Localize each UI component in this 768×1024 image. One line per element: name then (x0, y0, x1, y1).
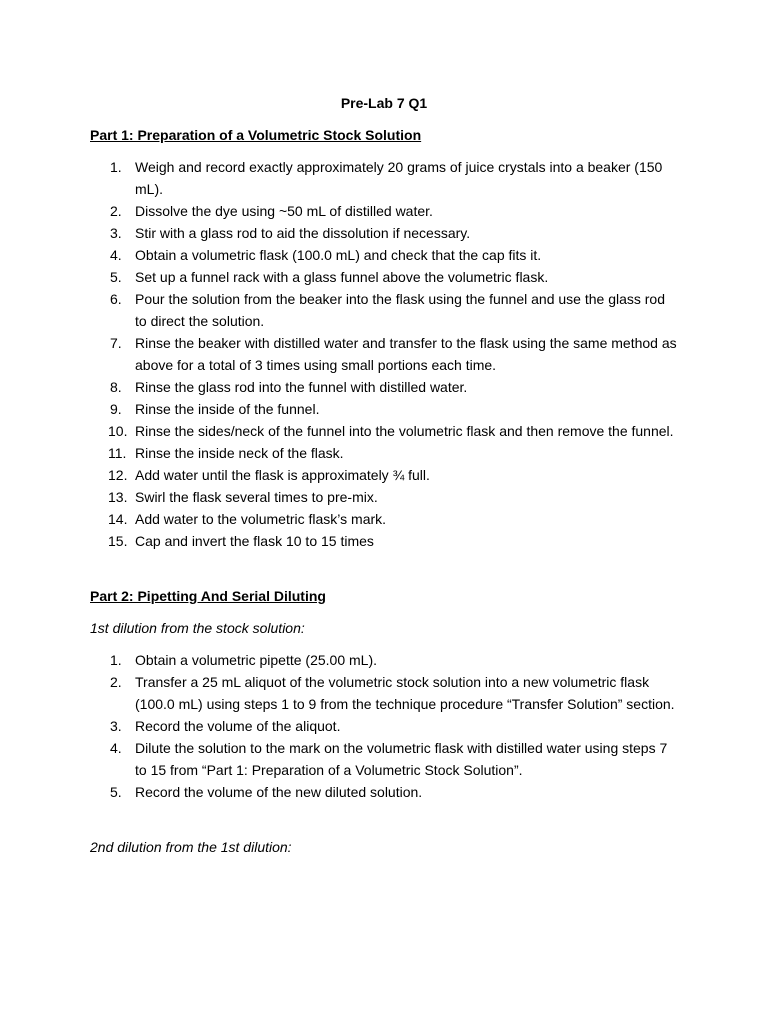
part1-heading: Part 1: Preparation of a Volumetric Stock Solution (90, 127, 422, 143)
list-item (0, 288, 680, 332)
list-item (0, 508, 680, 530)
step-text: Rinse the inside neck of the flask. (135, 445, 344, 461)
list-item (0, 442, 680, 464)
list-item (0, 671, 680, 715)
list-item (0, 376, 680, 398)
step-text: Add water to the volumetric flask’s mark. (135, 511, 387, 527)
step-number: 11. (108, 445, 127, 461)
step-text: Rinse the inside of the funnel. (135, 401, 320, 417)
step-number: 1. (110, 652, 122, 668)
step-number: 15. (108, 533, 128, 549)
list-item (0, 420, 680, 442)
list-item (0, 486, 680, 508)
step-number: 6. (110, 291, 122, 307)
part2-heading: Part 2: Pipetting And Serial Diluting (90, 588, 326, 604)
step-text: Weigh and record exactly approximately 20 grams of juice crystals into a beaker (150 mL). (135, 159, 663, 197)
list-item (0, 464, 680, 486)
list-item (0, 530, 680, 552)
step-text: Swirl the flask several times to pre-mix. (135, 489, 378, 505)
step-number: 4. (110, 740, 122, 756)
step-text: Pour the solution from the beaker into the flask using the funnel and use the glass rod to direct the solution. (135, 291, 665, 329)
step-number: 2. (110, 674, 122, 690)
part1-step-list (0, 156, 768, 552)
part2-step-list (0, 649, 768, 803)
step-number: 1. (110, 159, 122, 175)
list-item (0, 715, 680, 737)
list-item (0, 332, 680, 376)
step-number: 14. (108, 511, 128, 527)
list-item (0, 398, 680, 420)
step-number: 3. (110, 718, 122, 734)
step-text: Obtain a volumetric flask (100.0 mL) and check that the cap fits it. (135, 247, 542, 263)
list-item (0, 222, 680, 244)
step-number: 4. (110, 247, 122, 263)
list-item (0, 649, 680, 671)
step-text: Set up a funnel rack with a glass funnel above the volumetric flask. (135, 269, 549, 285)
step-text: Record the volume of the aliquot. (135, 718, 341, 734)
step-number: 10. (108, 423, 128, 439)
step-text: Record the volume of the new diluted solution. (135, 784, 423, 800)
step-number: 9. (110, 401, 122, 417)
step-text: Add water until the flask is approximately ¾ full. (135, 467, 430, 483)
step-number: 3. (110, 225, 122, 241)
step-number: 2. (110, 203, 122, 219)
step-number: 5. (110, 784, 122, 800)
list-item (0, 781, 680, 803)
step-text: Stir with a glass rod to aid the dissolution if necessary. (135, 225, 471, 241)
list-item (0, 156, 680, 200)
step-text: Rinse the sides/neck of the funnel into the volumetric flask and then remove the funnel. (135, 423, 674, 439)
step-number: 8. (110, 379, 122, 395)
list-item (0, 244, 680, 266)
step-number: 5. (110, 269, 122, 285)
step-text: Dissolve the dye using ~50 mL of distilled water. (135, 203, 433, 219)
step-text: Rinse the beaker with distilled water and transfer to the flask using the same method as above for a total of 3 times using small portions each time. (135, 335, 677, 373)
step-number: 7. (110, 335, 122, 351)
dilution2-subheading: 2nd dilution from the 1st dilution: (90, 839, 292, 855)
list-item (0, 737, 680, 781)
step-number: 13. (108, 489, 128, 505)
step-text: Dilute the solution to the mark on the volumetric flask with distilled water using steps 7 to 15 from “Part 1: Preparation of a Volumetric Stock Solution”. (135, 740, 668, 778)
list-item (0, 200, 680, 222)
dilution1-subheading: 1st dilution from the stock solution: (90, 620, 305, 636)
step-text: Cap and invert the flask 10 to 15 times (135, 533, 374, 549)
step-text: Obtain a volumetric pipette (25.00 mL). (135, 652, 378, 668)
step-text: Transfer a 25 mL aliquot of the volumetric stock solution into a new volumetric flask (100.0 mL) using steps 1 to 9 from the technique procedure “Transfer Solution” section. (135, 674, 675, 712)
step-number: 12. (108, 467, 128, 483)
step-text: Rinse the glass rod into the funnel with distilled water. (135, 379, 468, 395)
document-title: Pre-Lab 7 Q1 (340, 95, 428, 111)
list-item (0, 266, 680, 288)
